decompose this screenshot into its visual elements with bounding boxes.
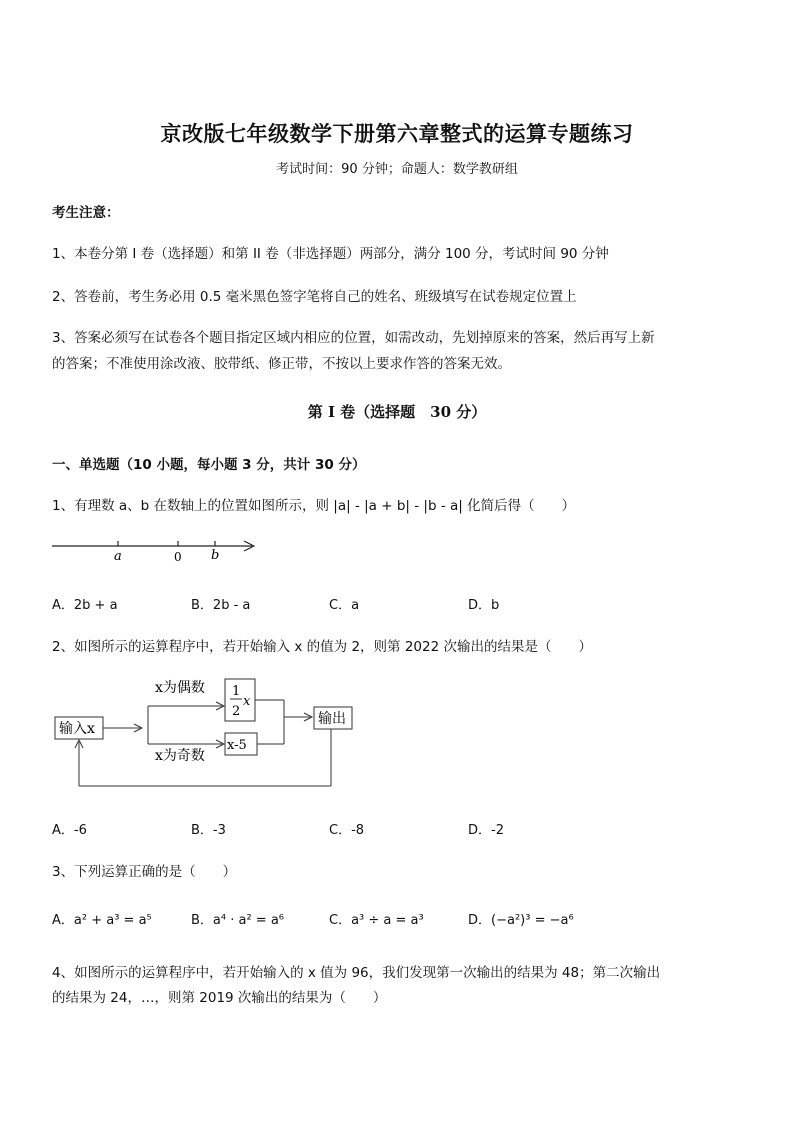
q2-option-c[interactable]: C．-8 [329, 823, 365, 838]
notice-heading: 考生注意： [52, 205, 120, 221]
q3-option-c[interactable]: C．a³ ÷ a = a³ [329, 913, 424, 928]
notice-item-1: 1、本卷分第 I 卷（选择题）和第 II 卷（非选择题）两部分，满分 100 分，考试时间 90 分钟 [52, 246, 609, 262]
number-line-figure [48, 532, 268, 568]
even-label: x为偶数 [155, 680, 205, 696]
point-b-label: b [211, 548, 220, 563]
half-variable: x [243, 694, 251, 709]
output-label: 输出 [318, 711, 346, 727]
notice-item-2: 2、答卷前，考生务必用 0.5 毫米黑色签字笔将自己的姓名、班级填写在试卷规定位置上 [52, 289, 577, 305]
notice-item-3-cont: 的答案；不准使用涂改液、胶带纸、修正带，不按以上要求作答的答案无效。 [52, 356, 511, 372]
input-label: 输入x [59, 721, 95, 737]
section-title: 第 I 卷（选择题 30 分） [307, 403, 487, 421]
q4-stem-line-2: 的结果为 24，…，则第 2019 次输出的结果为（ ） [52, 990, 387, 1006]
page-title: 京改版七年级数学下册第六章整式的运算专题练习 [160, 121, 634, 146]
half-denominator: 2 [232, 704, 241, 719]
q3-stem: 3、下列运算正确的是（ ） [52, 864, 237, 880]
q1-option-c[interactable]: C．a [329, 598, 360, 613]
exam-info: 考试时间：90 分钟；命题人：数学教研组 [276, 162, 518, 177]
q1-option-b[interactable]: B．2b - a [191, 598, 251, 613]
odd-label: x为奇数 [155, 748, 205, 764]
q2-option-a[interactable]: A．-6 [52, 823, 87, 838]
q4-stem-line-1: 4、如图所示的运算程序中，若开始输入的 x 值为 96，我们发现第一次输出的结果为 48；第二次输出 [52, 965, 661, 981]
part-heading: 一、单选题（10 小题，每小题 3 分，共计 30 分） [52, 457, 366, 473]
q3-option-a[interactable]: A．a² + a³ = a⁵ [52, 913, 152, 928]
q2-stem: 2、如图所示的运算程序中，若开始输入 x 的值为 2，则第 2022 次输出的结果是（ ） [52, 639, 592, 655]
q3-option-b[interactable]: B．a⁴ · a² = a⁶ [191, 913, 285, 928]
point-zero-label: 0 [174, 550, 182, 564]
notice-item-3: 3、答案必须写在试卷各个题目指定区域内相应的位置，如需改动，先划掉原来的答案，然后再写上新 [52, 330, 655, 346]
q3-option-d[interactable]: D．(−a²)³ = −a⁶ [468, 913, 574, 928]
half-numerator: 1 [232, 684, 241, 699]
q2-option-d[interactable]: D．-2 [468, 823, 504, 838]
q1-option-a[interactable]: A．2b + a [52, 598, 118, 613]
minus-label: x-5 [227, 738, 247, 753]
q2-option-b[interactable]: B．-3 [191, 823, 226, 838]
flowchart-figure [50, 672, 370, 794]
q1-option-d[interactable]: D．b [468, 598, 500, 613]
point-a-label: a [114, 549, 122, 564]
q1-stem: 1、有理数 a、b 在数轴上的位置如图所示，则 |a| - |a + b| - |b - a| 化简后得（ ） [52, 498, 576, 514]
